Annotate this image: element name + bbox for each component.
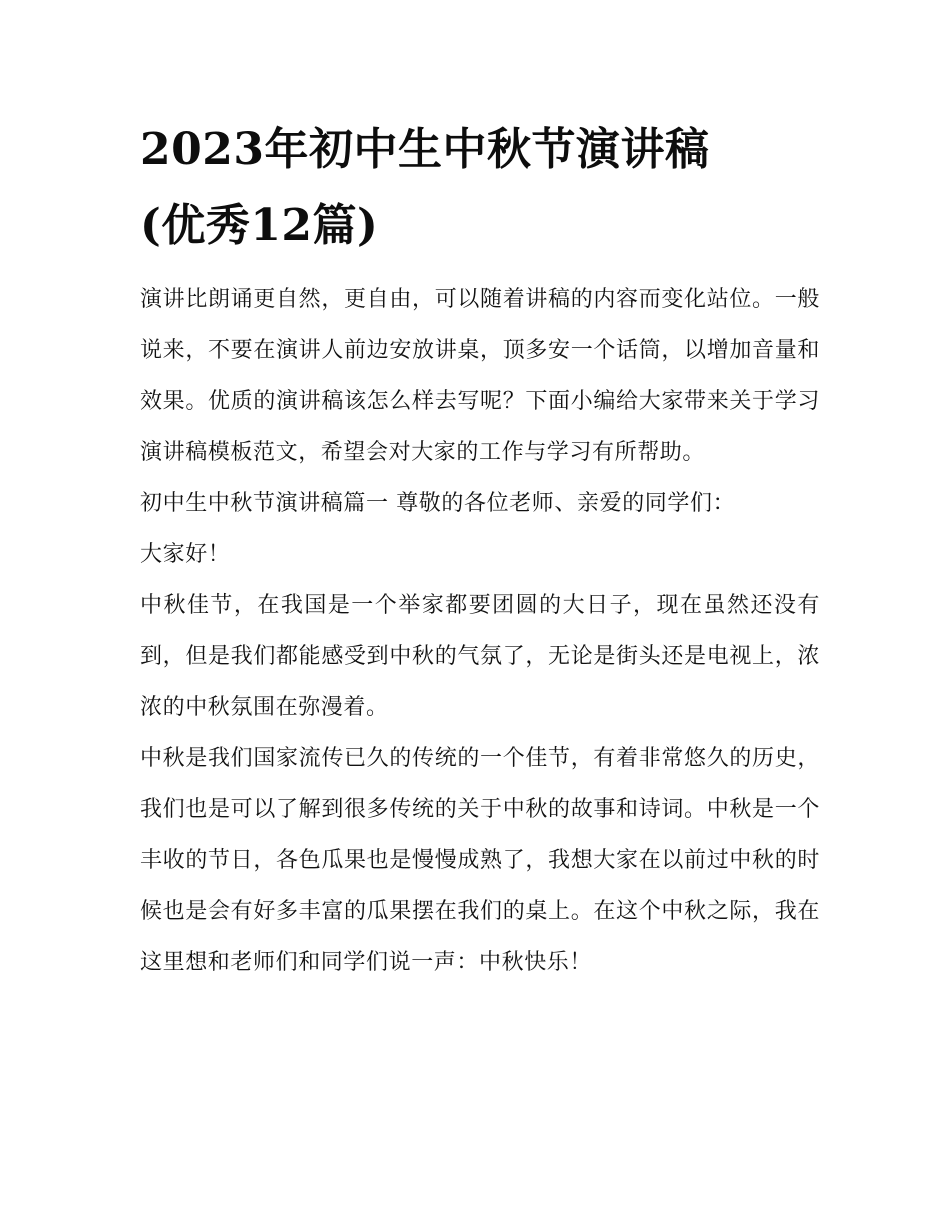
- document-body: [140, 274, 820, 988]
- paragraph-body-2: 中秋是我们国家流传已久的传统的一个佳节，有着非常悠久的历史，我们也是可以了解到很多传统的关于中秋的故事和诗词。中秋是一个丰收的节日，各色瓜果也是慢慢成熟了，我想大家在以前过中秋的时候也是会有好多丰富的瓜果摆在我们的桌上。在这个中秋之际，我在这里想和老师们和同学们说一声：中秋快乐！: [140, 746, 820, 975]
- document-content: [140, 112, 820, 988]
- paragraph-greeting: 大家好！: [140, 542, 231, 567]
- paragraph-salutation: 初中生中秋节演讲稿篇一 尊敬的各位老师、亲爱的同学们：: [140, 491, 736, 516]
- title-line-1: 2023年初中生中秋节演讲稿: [140, 124, 710, 175]
- paragraph-intro: 演讲比朗诵更自然，更自由，可以随着讲稿的内容而变化站位。一般说来，不要在演讲人前边安放讲桌，顶多安一个话筒，以增加音量和效果。优质的演讲稿该怎么样去写呢？下面小编给大家带来关于学习演讲稿模板范文，希望会对大家的工作与学习有所帮助。: [140, 287, 820, 465]
- page-title: [140, 112, 820, 264]
- paragraph-body-1: 中秋佳节，在我国是一个举家都要团圆的大日子，现在虽然还没有到，但是我们都能感受到中秋的气氛了，无论是街头还是电视上，浓浓的中秋氛围在弥漫着。: [140, 593, 820, 720]
- title-line-2: (优秀12篇): [140, 200, 379, 251]
